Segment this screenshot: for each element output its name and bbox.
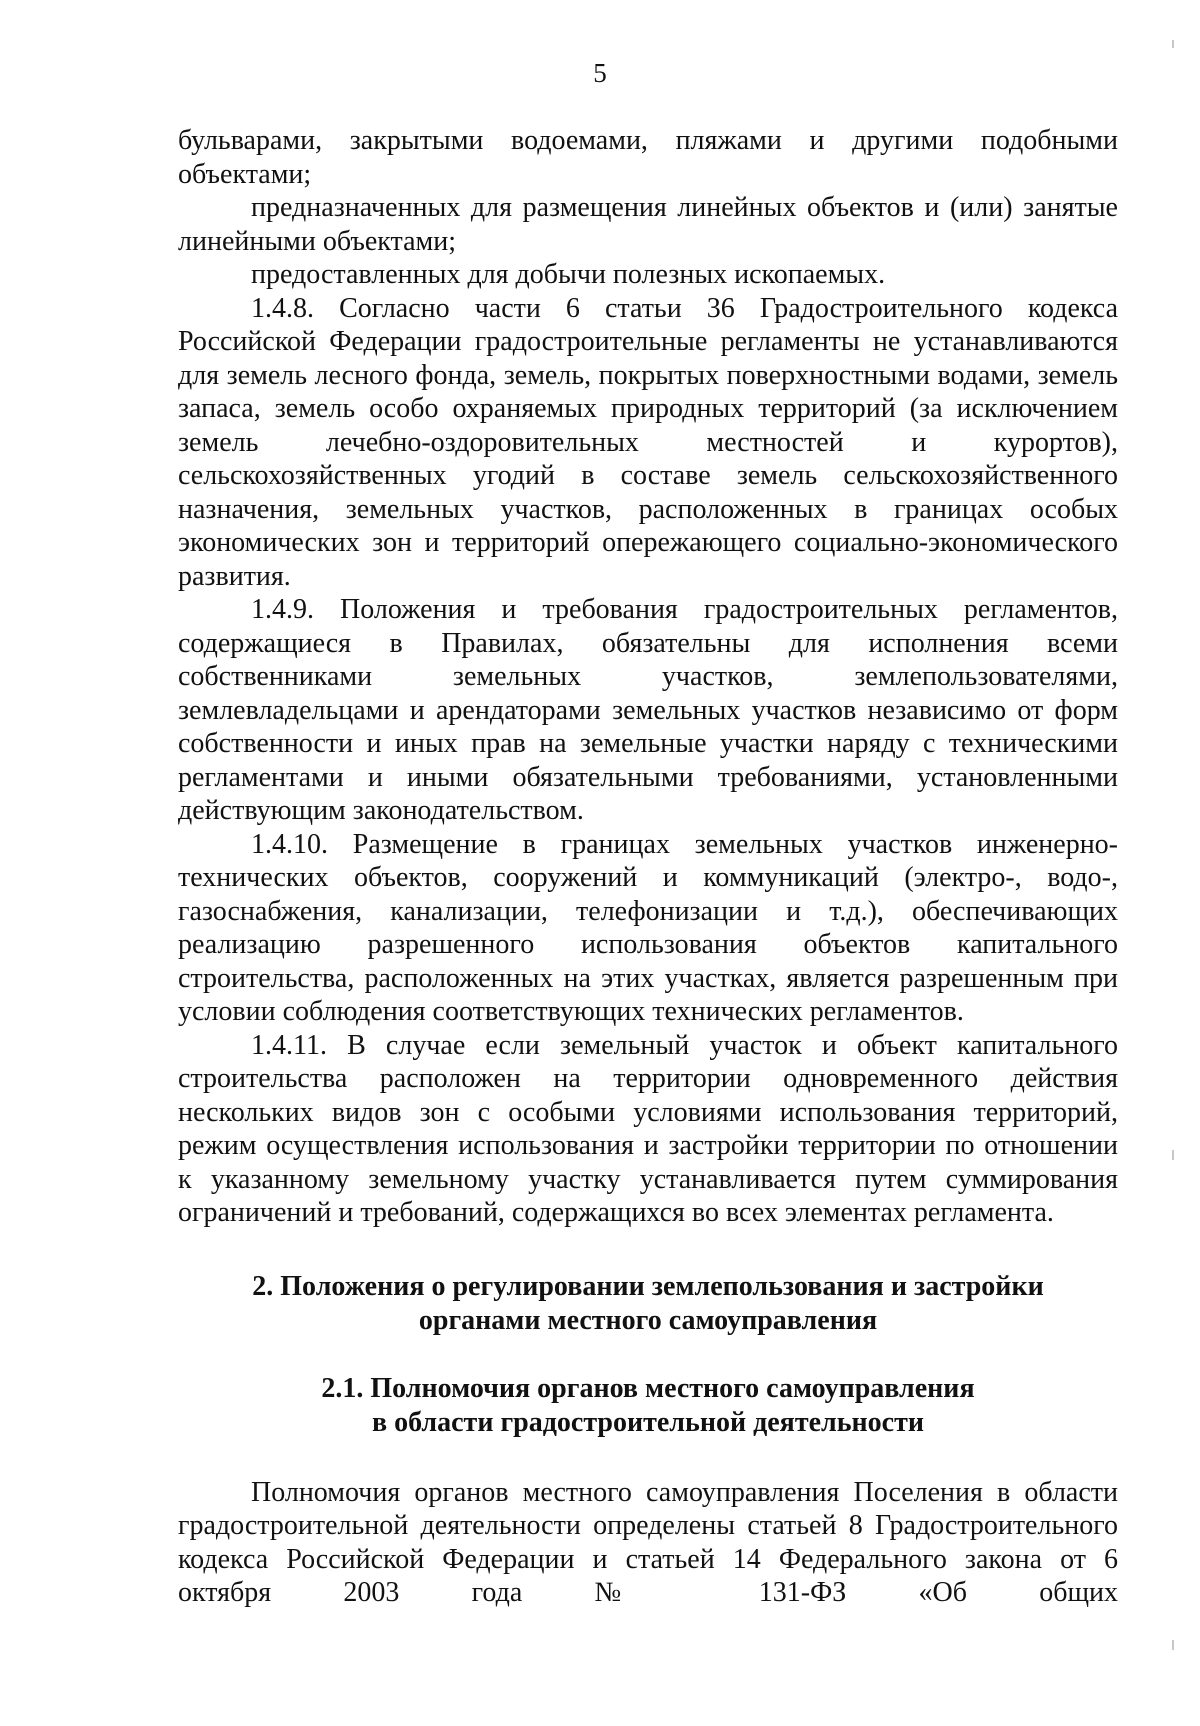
paragraph-1-4-9	[178, 593, 1118, 828]
scan-edge-mark-bottom	[1172, 1640, 1174, 1650]
paragraph-minerals: предоставленных для добычи полезных ископаемых.	[251, 259, 886, 290]
document-body	[178, 124, 1118, 1610]
section-heading-line-2: органами местного самоуправления	[418, 1304, 878, 1336]
item-number-1-4-11: 1.4.11.	[251, 1029, 327, 1061]
paragraph-1-4-11-text: В случае если земельный участок и объект капитального строительства расположен на территории одновременного действия нескольких видов зон с особыми условиями использования территорий, режим осуществления использования и застройки территории по отношении к указанному земельному участку устанавливается путем суммирования ограничений и требований, содержащихся во всех элементах регламента.	[178, 1029, 1118, 1228]
paragraph-1-4-11	[178, 1029, 1118, 1230]
paragraph-linear-objects: предназначенных для размещения линейных объектов и (или) занятые линейными объектами;	[178, 192, 1118, 257]
subsection-heading-line-2: в области градостроительной деятельности	[372, 1406, 924, 1438]
item-number-1-4-8: 1.4.8.	[251, 292, 314, 324]
section-heading-line-1: 2. Положения о регулировании землепользования и застройки	[252, 1270, 1044, 1302]
page-number: 5	[593, 58, 607, 88]
paragraph-1-4-8	[178, 292, 1118, 594]
item-number-1-4-10: 1.4.10.	[251, 828, 328, 860]
paragraph-powers: Полномочия органов местного самоуправления Поселения в области градостроительной деятельности определены статьей 8 Градостроительного кодекса Российской Федерации и статьей 14 Федерального закона от 6 октября 2003 года № 131-ФЗ «Об общих	[178, 1476, 1118, 1608]
scan-edge-mark-middle	[1172, 1150, 1174, 1160]
paragraph-1-4-10	[178, 828, 1118, 1029]
paragraph-continuation: бульварами, закрытыми водоемами, пляжами и другими подобными объектами;	[178, 125, 1118, 190]
section-heading	[178, 1270, 1118, 1338]
subsection-heading-line-1: 2.1. Полномочия органов местного самоуправления	[321, 1372, 975, 1404]
paragraph-1-4-9-text: Положения и требования градостроительных регламентов, содержащиеся в Правилах, обязательны для исполнения всеми собственниками земельных участков, землепользователями, землевладельцами и арендаторами земельных участков независимо от форм собственности и иных прав на земельные участки наряду с техническими регламентами и иными обязательными требованиями, установленными действующим законодательством.	[178, 594, 1119, 826]
item-number-1-4-9: 1.4.9.	[251, 594, 314, 625]
paragraph-1-4-10-text: Размещение в границах земельных участков инженерно-технических объектов, сооружений и коммуникаций (электро-, водо-, газоснабжения, канализации, телефонизации и т.д.), обеспечивающих реализацию разрешенного использования объектов капитального строительства, расположенных на этих участках, является разрешенным при условии соблюдения соответствующих технических регламентов.	[178, 828, 1119, 1027]
subsection-heading	[178, 1372, 1118, 1440]
paragraph-1-4-8-text: Согласно части 6 статьи 36 Градостроительного кодекса Российской Федерации градостроительные регламенты не устанавливаются для земель лесного фонда, земель, покрытых поверхностными водами, земель запаса, земель особо охраняемых природных территорий (за исключением земель лечебно-оздоровительных местностей и курортов), сельскохозяйственных угодий в составе земель сельскохозяйственного назначения, земельных участков, расположенных в границах особых экономических зон и территорий опережающего социально-экономического развития.	[178, 292, 1119, 592]
scan-edge-mark-top	[1172, 40, 1174, 48]
